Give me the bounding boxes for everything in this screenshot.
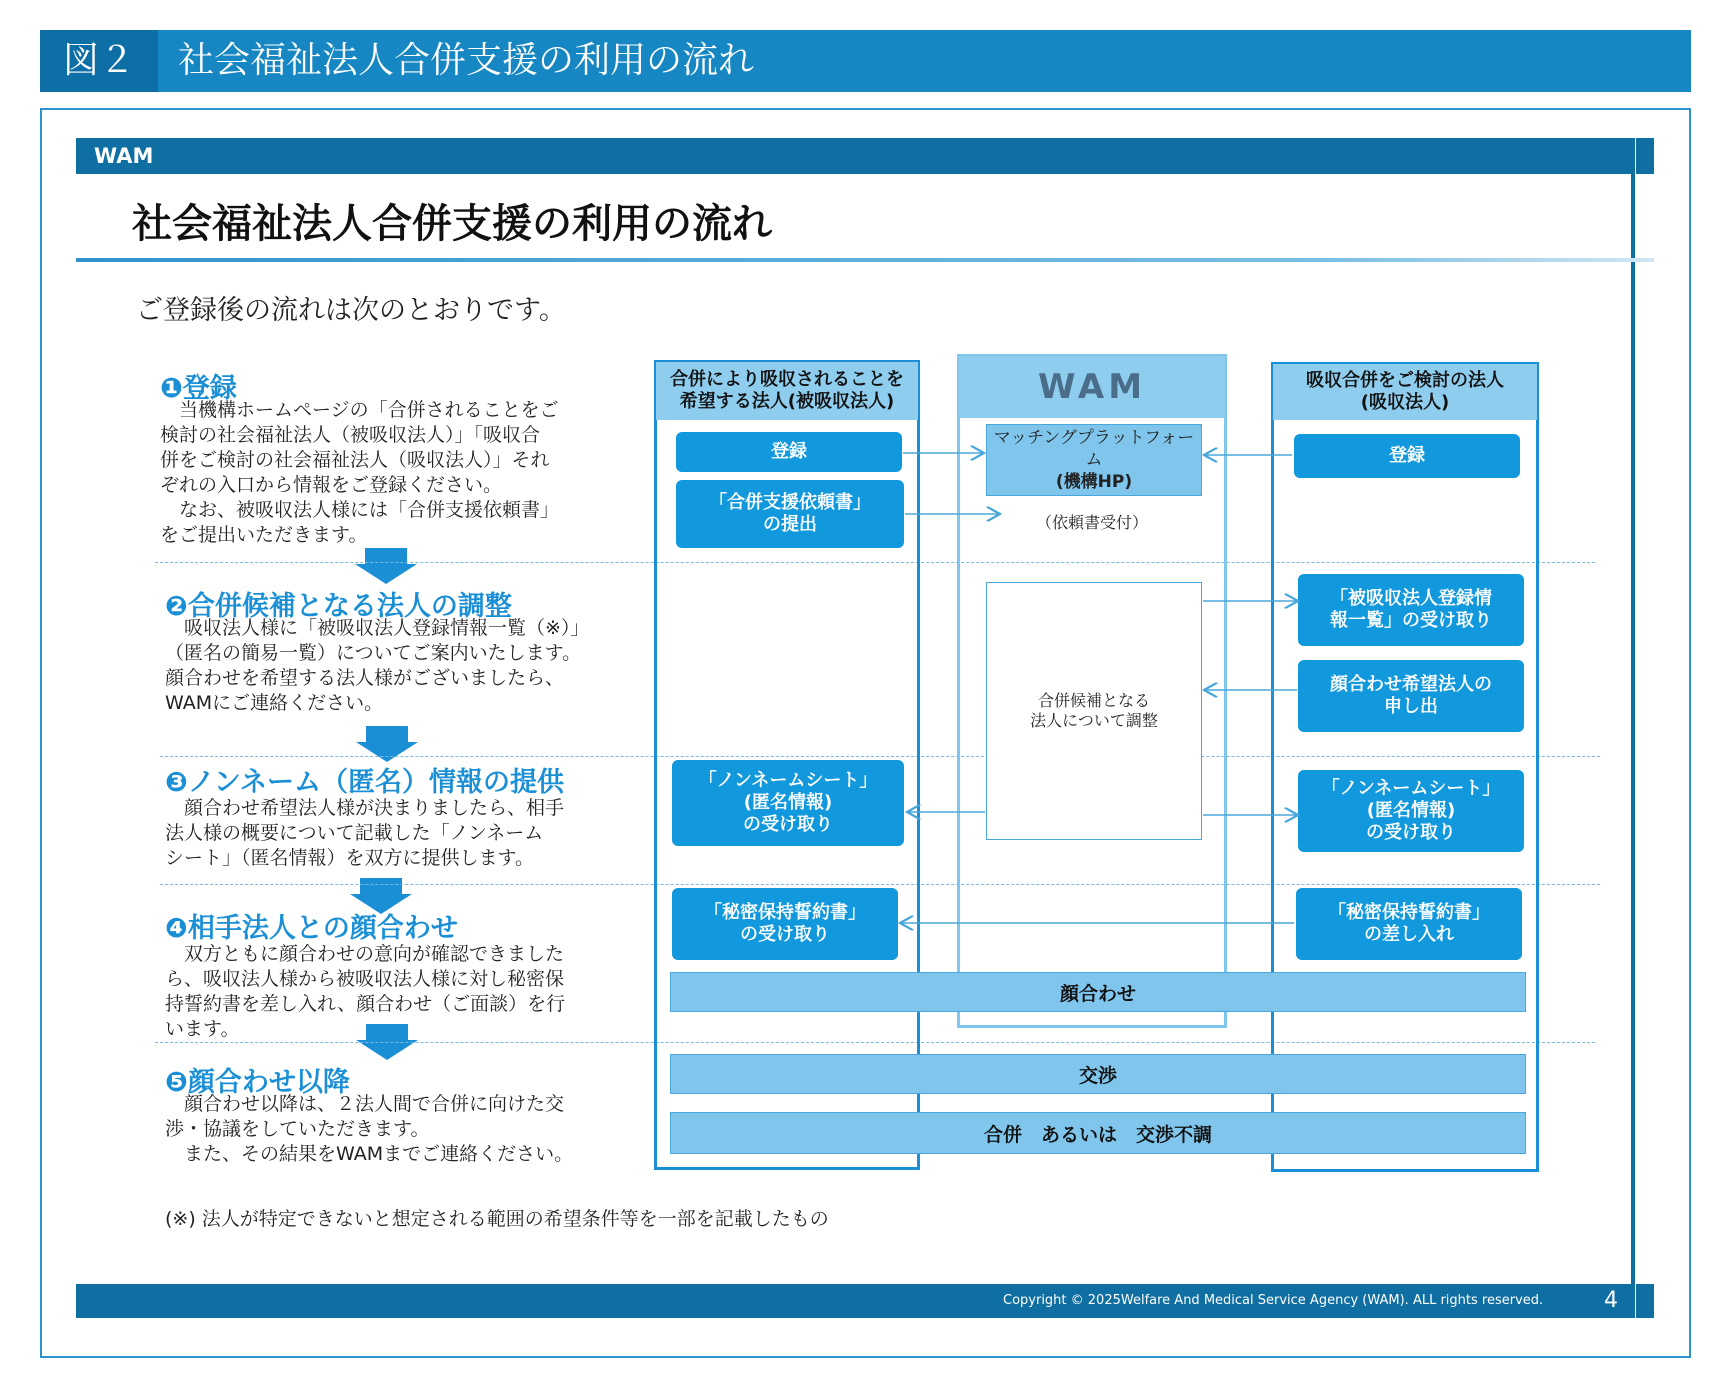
absorbed-register-box: 登録 xyxy=(676,432,902,472)
step-3-title: ❸ノンネーム（匿名）情報の提供 xyxy=(165,767,564,798)
request-received-label: （依頼書受付） xyxy=(1036,513,1149,532)
box-line: (匿名情報) xyxy=(743,792,833,813)
text-line: （匿名の簡易一覧）についてご案内いたします。 xyxy=(165,642,582,664)
step-4-title: ❹相手法人との顔合わせ xyxy=(165,913,458,944)
text-line: 併をご検討の社会福祉法人（吸収法人）」それ xyxy=(160,449,550,471)
box-line: の受け取り xyxy=(740,924,830,945)
meeting-bar: 顔合わせ xyxy=(670,972,1526,1012)
intro-text: ご登録後の流れは次のとおりです。 xyxy=(136,295,566,326)
box-line: 報一覧」の受け取り xyxy=(1330,610,1492,631)
box-line: 合併候補となる xyxy=(1037,691,1150,710)
box-line: マッチングプラットフォーム xyxy=(993,428,1195,470)
text-line: をご提出いただきます。 xyxy=(160,524,368,546)
text-line: 法人様の概要について記載した「ノンネーム xyxy=(165,822,544,844)
result-bar: 合併 あるいは 交渉不調 xyxy=(670,1112,1526,1154)
text-line: います。 xyxy=(165,1018,240,1040)
text-line: また、その結果をWAMまでご連絡ください。 xyxy=(165,1143,574,1165)
text-line: 吸収法人様に「被吸収法人登録情報一覧（※）」 xyxy=(165,617,590,639)
box-line: (匿名情報) xyxy=(1366,800,1456,821)
box-line: 「被吸収法人登録情 xyxy=(1330,588,1492,609)
footer-cap xyxy=(1636,1284,1654,1318)
box-line: 「ノンネームシート」 xyxy=(1321,778,1501,799)
box-line: 「合併支援依頼書」 xyxy=(709,492,871,513)
org-bar: WAM xyxy=(76,138,1631,174)
box-line: (機構HP) xyxy=(1055,472,1133,492)
box-line: の受け取り xyxy=(743,814,833,835)
text-line: 検討の社会福祉法人（被吸収法人）」「吸収合 xyxy=(160,424,541,446)
header-line: 合併により吸収されることを xyxy=(670,369,904,390)
absorbing-register-box: 登録 xyxy=(1294,434,1520,478)
text-line: 顔合わせ以降は、２法人間で合併に向けた交 xyxy=(165,1093,565,1115)
step-2-title: ❷合併候補となる法人の調整 xyxy=(165,591,512,622)
footnote: (※) 法人が特定できないと想定される範囲の希望条件等を一部を記載したもの xyxy=(165,1208,829,1230)
box-line: 顔合わせ希望法人の xyxy=(1330,674,1492,695)
page-number: 4 xyxy=(1604,1288,1618,1313)
text-line: 持誓約書を差し入れ、顔合わせ（ご面談）を行 xyxy=(165,993,566,1015)
box-line: の提出 xyxy=(763,514,817,535)
figure-title: 社会福祉法人合併支援の利用の流れ xyxy=(178,40,755,81)
text-line: 顔合わせを希望する法人様がございましたら、 xyxy=(165,667,565,689)
text-line: 双方ともに顔合わせの意向が確認できました xyxy=(165,943,565,965)
header-line: (吸収法人) xyxy=(1360,392,1450,413)
copyright: Copyright © 2025Welfare And Medical Service Agency (WAM). ALL rights reserved. xyxy=(1003,1293,1544,1308)
text-line: なお、被吸収法人様には「合併支援依頼書」 xyxy=(160,499,560,521)
box-line: 「秘密保持誓約書」 xyxy=(704,902,866,923)
step-5-title: ❺顔合わせ以降 xyxy=(165,1067,350,1098)
text-line: シート」（匿名情報）を双方に提供します。 xyxy=(165,847,534,869)
box-line: 申し出 xyxy=(1384,696,1438,717)
box-line: 「ノンネームシート」 xyxy=(698,770,878,791)
header-line: 吸収合併をご検討の法人 xyxy=(1306,370,1504,391)
box-line: の差し入れ xyxy=(1364,924,1454,945)
text-line: 顔合わせ希望法人様が決まりましたら、相手 xyxy=(165,797,565,819)
slide-title: 社会福祉法人合併支援の利用の流れ xyxy=(132,201,772,247)
box-line: 法人について調整 xyxy=(1030,711,1158,730)
negotiation-bar: 交渉 xyxy=(670,1054,1526,1094)
text-line: WAMにご連絡ください。 xyxy=(165,692,384,714)
wam-logo: WAM xyxy=(1037,367,1147,407)
header-line: 希望する法人(被吸収法人) xyxy=(679,391,895,412)
text-line: 当機構ホームページの「合併されることをご xyxy=(160,399,559,421)
box-line: 「秘密保持誓約書」 xyxy=(1328,902,1490,923)
step-1-title: ❶登録 xyxy=(160,373,237,404)
text-line: ぞれの入口から情報をご登録ください。 xyxy=(160,474,503,496)
text-line: ら、吸収法人様から被吸収法人様に対し秘密保 xyxy=(165,968,565,990)
box-line: の受け取り xyxy=(1366,822,1456,843)
figure-number: 図２ xyxy=(40,30,158,92)
text-line: 渉・協議をしていただきます。 xyxy=(165,1118,430,1140)
